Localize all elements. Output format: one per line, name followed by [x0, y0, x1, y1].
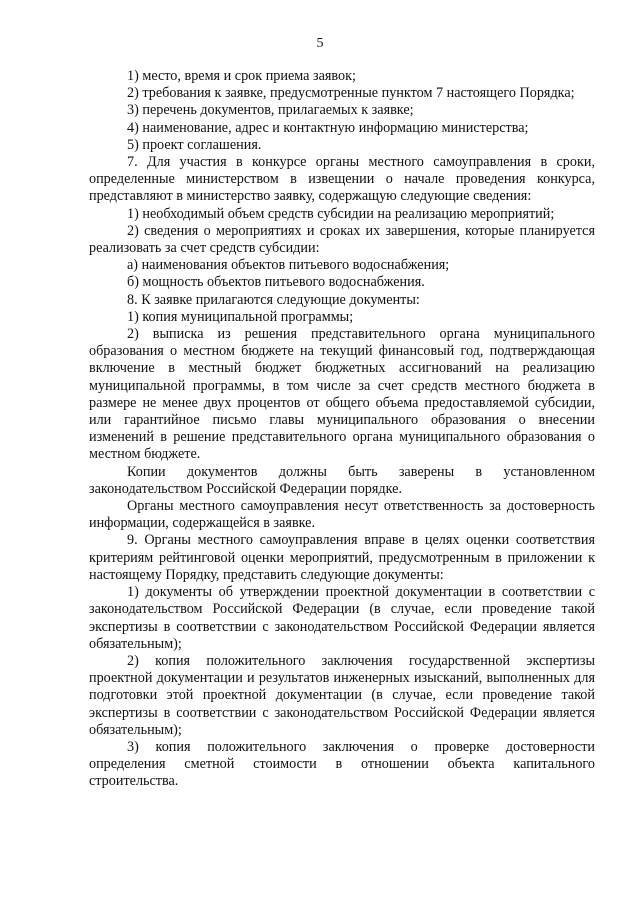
- paragraph-item-5: 5) проект соглашения.: [127, 136, 262, 153]
- paragraph-section-9: 9. Органы местного самоуправления вправе в целях оценки соответствия критериям рейтинговой оценки мероприятий, предусмотренным в приложении к настоящему Порядку, представить следующие документы:: [89, 532, 595, 583]
- paragraph-section-8-item-1: 1) копия муниципальной программы;: [127, 308, 354, 325]
- paragraph-section-8-item-2: 2) выписка из решения представительного органа муниципального образования о местном бюджете на текущий финансовый год, подтверждающая включение в местный бюджет бюджетных ассигнований на реализацию муниципальной программы, в том числе за счет средств местного бюджета в размере не менее двух процентов от общего объема предоставляемой субсидии, или гарантийное письмо главы муниципального образования о внесении изменений в решение представительного органа муниципального образования о местном бюджете.: [89, 326, 595, 463]
- paragraph-section-7-item-b: б) мощность объектов питьевого водоснабжения.: [127, 274, 425, 291]
- paragraph-item-3: 3) перечень документов, прилагаемых к заявке;: [127, 102, 414, 119]
- paragraph-section-7-item-2: 2) сведения о мероприятиях и сроках их завершения, которые планируется реализовать за счет средств субсидии:: [89, 222, 595, 257]
- paragraph-section-9-item-1: 1) документы об утверждении проектной документации в соответствии с законодательством Российской Федерации (в случае, если проведение такой экспертизы в соответствии с законодательством Российской Федерации является обязательным);: [89, 584, 595, 652]
- paragraph-section-9-item-3: 3) копия положительного заключения о проверке достоверности определения сметной стоимости в отношении объекта капитального строительства.: [89, 738, 595, 790]
- document-body: [89, 68, 595, 791]
- paragraph-section-7: 7. Для участия в конкурсе органы местного самоуправления в сроки, определенные министерством в извещении о начале проведения конкурса, представляют в министерство заявку, содержащую следующие сведения:: [89, 154, 595, 205]
- paragraph-section-8: 8. К заявке прилагаются следующие документы:: [127, 291, 420, 308]
- paragraph-item-2: 2) требования к заявке, предусмотренные пунктом 7 настоящего Порядка;: [127, 85, 575, 102]
- paragraph-item-4: 4) наименование, адрес и контактную информацию министерства;: [127, 119, 529, 136]
- paragraph-responsibility: Органы местного самоуправления несут ответственность за достоверность информации, содержащейся в заявке.: [89, 498, 595, 532]
- paragraph-section-7-item-1: 1) необходимый объем средств субсидии на реализацию мероприятий;: [127, 205, 555, 222]
- paragraph-section-7-item-a: а) наименования объектов питьевого водоснабжения;: [127, 257, 450, 274]
- paragraph-section-9-item-2: 2) копия положительного заключения государственной экспертизы проектной документации и результатов инженерных изысканий, выполненных для подготовки этой проектной документации (в случае, если проведение такой экспертизы в соответствии с законодательством Российской Федерации является обязательным);: [89, 652, 595, 738]
- paragraph-copies-certified: Копии документов должны быть заверены в установленном законодательством Российской Федерации порядке.: [89, 463, 595, 497]
- page-number: 5: [316, 36, 324, 51]
- paragraph-item-1: 1) место, время и срок приема заявок;: [127, 68, 356, 84]
